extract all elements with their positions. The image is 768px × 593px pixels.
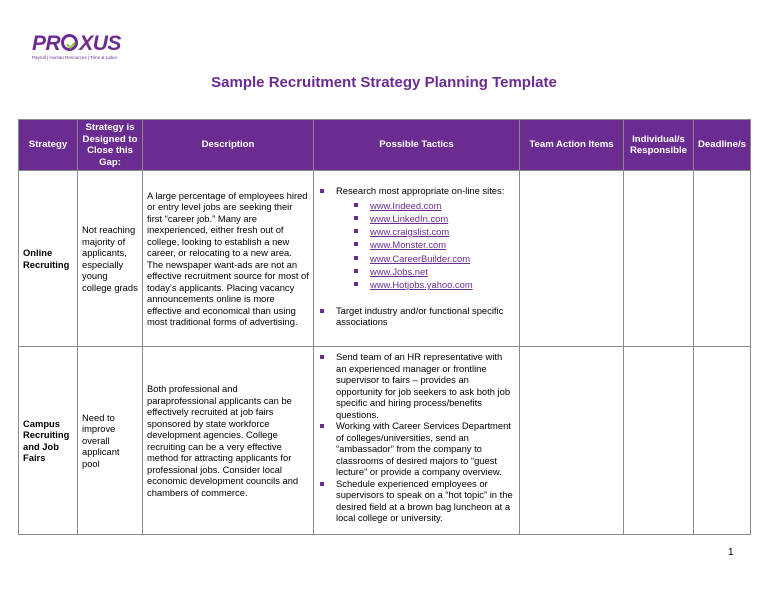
site-item — [352, 199, 515, 212]
deadline-cell[interactable] — [694, 347, 751, 535]
responsible-cell[interactable] — [624, 347, 694, 535]
tactic-item: Target industry and/or functional specific associations — [318, 305, 515, 328]
site-item — [352, 265, 515, 278]
site-link[interactable]: www.Hotjobs.yahoo.com — [370, 279, 473, 291]
logo-check-icon — [61, 34, 78, 51]
page-title: Sample Recruitment Strategy Planning Template — [211, 74, 557, 91]
team-action-cell[interactable] — [520, 347, 624, 535]
header-responsible: Individual/s Responsible — [624, 120, 694, 171]
deadline-cell[interactable] — [694, 171, 751, 347]
header-deadline: Deadline/s — [694, 120, 751, 171]
tactic-item: Send team of an HR representative with an experienced manager or frontline supervisor to fairs – provides an opportunity for job seekers to ask both job specific and hiring process/benefits questions. — [318, 351, 515, 420]
site-item — [352, 252, 515, 265]
company-logo — [32, 34, 121, 60]
responsible-cell[interactable] — [624, 171, 694, 347]
tactic-item: Schedule experienced employees or supervisors to speak on a “hot topic” in the desired field at a brown bag luncheon at a local college or university. — [318, 478, 515, 524]
logo-tagline: Payroll | Human Resources | Time & Labor — [32, 55, 118, 60]
tactics-list — [318, 351, 515, 524]
site-link[interactable]: www.LinkedIn.com — [370, 212, 449, 224]
logo-wordmark: PR XUS — [32, 32, 121, 55]
table-row — [19, 347, 751, 535]
description-cell: A large percentage of employees hired or entry level jobs are seeking their first “career job.” Many are inexperienced, either fresh out of college, looking to establish a new career, or relocating to a new area. The newspaper want-ads are not an effective recruitment source for most of today’s applicants. Placing vacancy announcements online is more effective and economical than using most traditional forms of advertising. — [143, 171, 314, 347]
site-link[interactable]: www.Jobs.net — [370, 265, 428, 277]
strategy-table — [18, 119, 751, 535]
header-row — [19, 120, 751, 171]
site-item — [352, 238, 515, 251]
gap-cell: Not reaching majority of applicants, especially young college grads — [78, 171, 143, 347]
table-row — [19, 171, 751, 347]
team-action-cell[interactable] — [520, 171, 624, 347]
header-team-action-items: Team Action Items — [520, 120, 624, 171]
header-gap: Strategy is Designed to Close this Gap: — [78, 120, 143, 171]
site-item — [352, 278, 515, 291]
gap-cell: Need to improve overall applicant pool — [78, 347, 143, 535]
tactic-text: Research most appropriate on-line sites: — [336, 185, 505, 196]
strategy-cell: Campus Recruiting and Job Fairs — [19, 347, 78, 535]
strategy-cell: Online Recruiting — [19, 171, 78, 347]
site-list — [352, 199, 515, 292]
header-strategy: Strategy — [19, 120, 78, 171]
site-link[interactable]: www.Indeed.com — [370, 199, 442, 211]
description-cell: Both professional and paraprofessional applicants can be effectively recruited at job fairs sponsored by state workforce development agencies. College recruiting can be a very effective method for attracting applicants for professional jobs. Consider local economic development councils and chambers of commerce. — [143, 347, 314, 535]
page-number: 1 — [728, 547, 734, 558]
site-item — [352, 225, 515, 238]
site-link[interactable]: www.CareerBuilder.com — [370, 252, 471, 264]
header-tactics: Possible Tactics — [314, 120, 520, 171]
tactics-cell — [314, 171, 520, 347]
site-link[interactable]: www.Monster.com — [370, 239, 447, 251]
site-item — [352, 212, 515, 225]
header-description: Description — [143, 120, 314, 171]
tactic-item: Working with Career Services Department of colleges/universities, send an “ambassador” from the company to classrooms of desired majors to “guest lecture” or provide a company overview. — [318, 420, 515, 478]
tactics-cell — [314, 347, 520, 535]
tactics-list — [318, 185, 515, 328]
tactic-item — [318, 185, 515, 292]
site-link[interactable]: www.craigslist.com — [370, 226, 450, 238]
